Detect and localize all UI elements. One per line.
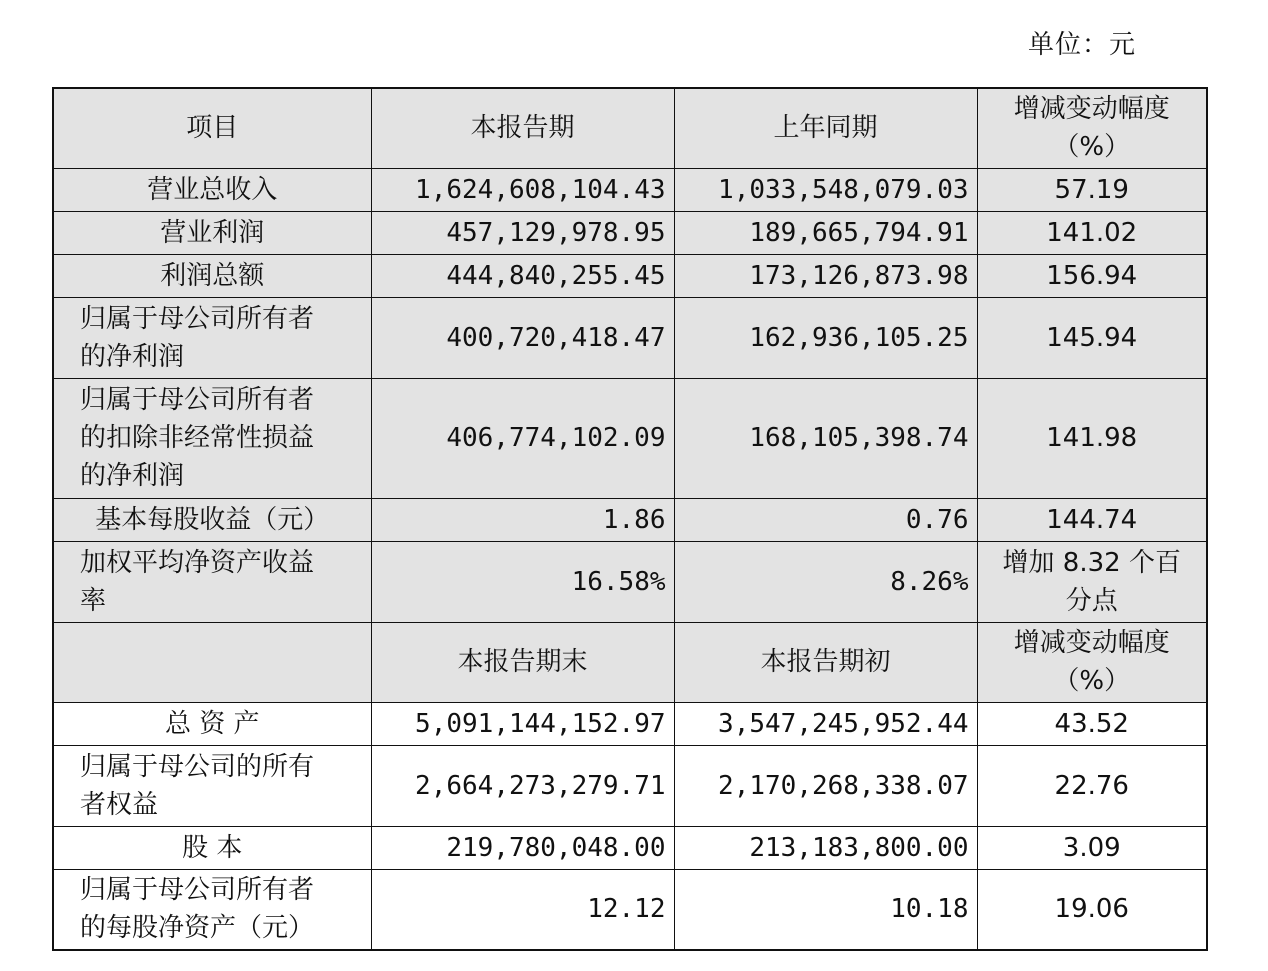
row-change: 57.19 [977,168,1207,211]
row-current: 457,129,978.95 [371,211,674,254]
row-current: 12.12 [371,869,674,950]
row-previous: 2,170,268,338.07 [674,745,977,826]
table-row [53,541,1207,622]
row-current: 1.86 [371,498,674,541]
row-current: 2,664,273,279.71 [371,745,674,826]
row-change: 22.76 [977,745,1207,826]
financial-summary-table [52,87,1208,951]
row-change: 145.94 [977,297,1207,378]
row-previous: 168,105,398.74 [674,378,977,498]
table-row [53,498,1207,541]
row-label: 股 本 [53,826,371,869]
header-change-pct: 增减变动幅度 （%） [977,88,1207,168]
unit-label: 单位：元 [1028,30,1137,60]
table-row [53,168,1207,211]
row-previous: 189,665,794.91 [674,211,977,254]
row-label: 归属于母公司所有者 的每股净资产（元） [53,869,371,950]
row-previous: 10.18 [674,869,977,950]
table-row [53,869,1207,950]
table-row [53,211,1207,254]
row-previous: 162,936,105.25 [674,297,977,378]
row-previous: 0.76 [674,498,977,541]
table-subheader-row [53,622,1207,702]
row-label: 加权平均净资产收益 率 [53,541,371,622]
row-previous: 3,547,245,952.44 [674,702,977,745]
row-change: 3.09 [977,826,1207,869]
row-current: 16.58% [371,541,674,622]
table-row [53,745,1207,826]
row-change: 43.52 [977,702,1207,745]
row-change: 19.06 [977,869,1207,950]
subheader-item [53,622,371,702]
table-row [53,378,1207,498]
row-previous: 1,033,548,079.03 [674,168,977,211]
table-header-row [53,88,1207,168]
table-row [53,254,1207,297]
row-change: 141.98 [977,378,1207,498]
row-current: 1,624,608,104.43 [371,168,674,211]
row-previous: 213,183,800.00 [674,826,977,869]
header-item: 项目 [53,88,371,168]
row-current: 400,720,418.47 [371,297,674,378]
subheader-period-end: 本报告期末 [371,622,674,702]
header-previous-period: 上年同期 [674,88,977,168]
row-label: 基本每股收益（元） [53,498,371,541]
table-row [53,826,1207,869]
row-change: 144.74 [977,498,1207,541]
row-change: 增加 8.32 个百 分点 [977,541,1207,622]
row-label: 营业利润 [53,211,371,254]
subheader-change-pct: 增减变动幅度 （%） [977,622,1207,702]
row-label: 归属于母公司所有者 的扣除非经常性损益 的净利润 [53,378,371,498]
row-change: 141.02 [977,211,1207,254]
table-row [53,297,1207,378]
subheader-period-start: 本报告期初 [674,622,977,702]
row-current: 444,840,255.45 [371,254,674,297]
row-previous: 173,126,873.98 [674,254,977,297]
row-change: 156.94 [977,254,1207,297]
row-current: 406,774,102.09 [371,378,674,498]
row-current: 5,091,144,152.97 [371,702,674,745]
row-label: 归属于母公司的所有 者权益 [53,745,371,826]
table-row [53,702,1207,745]
row-label: 营业总收入 [53,168,371,211]
row-current: 219,780,048.00 [371,826,674,869]
row-label: 利润总额 [53,254,371,297]
row-label: 归属于母公司所有者 的净利润 [53,297,371,378]
row-label: 总 资 产 [53,702,371,745]
header-current-period: 本报告期 [371,88,674,168]
row-previous: 8.26% [674,541,977,622]
